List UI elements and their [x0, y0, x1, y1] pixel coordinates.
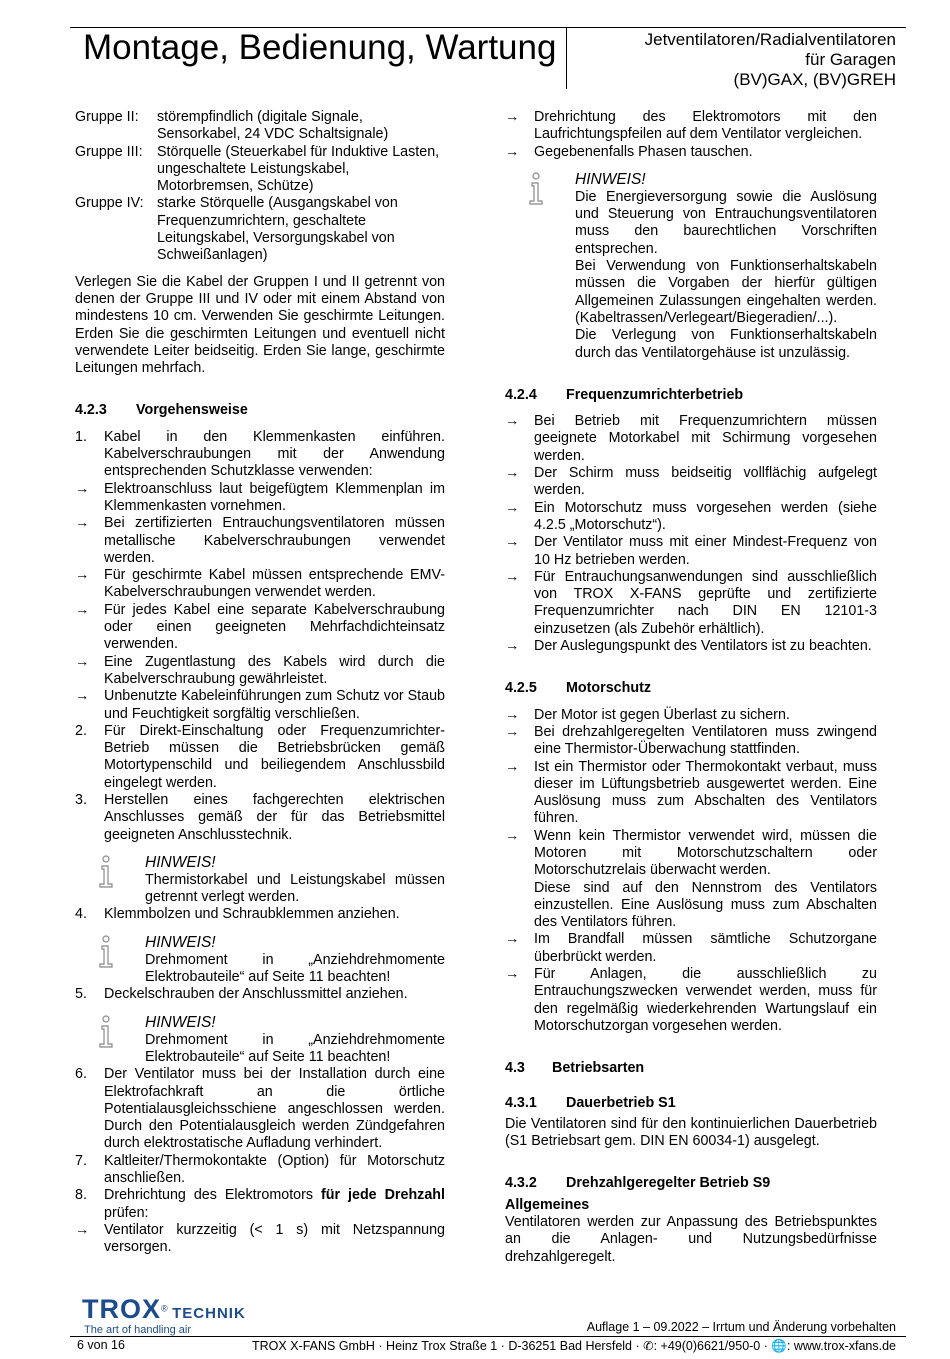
- arrow-icon: →: [75, 601, 90, 618]
- bullet-item: [505, 966, 877, 1035]
- bullet-item: [75, 515, 445, 567]
- arrow-icon: →: [505, 413, 520, 430]
- bullet-text: Bei Betrieb mit Frequenzumrichtern müssen geeignete Motorkabel mit Schirmung vorgesehen werden.: [534, 413, 877, 464]
- bullet-item: [505, 759, 877, 828]
- subtitle-line-1: Jetventilatoren/Radialventilatoren: [644, 30, 896, 49]
- step-text: Herstellen eines fachgerechten elektrischen Anschlusses gemäß der für das Betriebsmittel geeigneten Anschlusstechnik.: [104, 791, 445, 843]
- note-text: Die Energieversorgung sowie die Auslösung und Steuerung von Entrauchungsventilatoren muss den baurechtlichen Vorschriften entsprechen.: [575, 188, 877, 257]
- page-number: 6 von 16: [77, 1338, 125, 1352]
- info-i-icon: [95, 855, 117, 889]
- bullet-text: Für geschirmte Kabel müssen entsprechende EMV-Kabelverschraubungen verwendet werden.: [104, 567, 445, 601]
- step-text: Kabel in den Klemmenkasten einführen. Kabelverschraubungen mit der Anwendung entsprechenden Schutzklasse verwenden:: [104, 428, 445, 480]
- note-block: [505, 170, 877, 362]
- bullet-text: Der Ventilator muss mit einer Mindest-Frequenz von 10 Hz betrieben werden.: [534, 534, 877, 568]
- arrow-icon: →: [75, 688, 90, 705]
- edition-note: Auflage 1 – 09.2022 – Irrtum und Änderung vorbehalten: [586, 1320, 896, 1334]
- bullet-text: Für jedes Kabel eine separate Kabelverschraubung oder einen geeigneten Mehrfachdichteinsatz verwenden.: [104, 601, 445, 653]
- right-column: [505, 109, 877, 1266]
- bullet-text: Der Schirm muss beidseitig vollflächig aufgelegt werden.: [534, 465, 877, 499]
- bullet-text: Bei drehzahlgeregelten Ventilatoren muss zwingend eine Thermistor-Überwachung stattfinden.: [534, 723, 877, 758]
- step-number: 1.: [75, 428, 87, 445]
- bullet-text-part: Wenn kein Thermistor verwendet wird, müssen die Motoren mit Motorschutzschaltern oder Motorschutzrelais überwacht werden.: [534, 827, 877, 879]
- bullet-item: [505, 828, 877, 932]
- step-text: Klemmbolzen und Schraubklemmen anziehen.: [104, 906, 400, 923]
- section-heading-4-3-2: [505, 1175, 877, 1192]
- note-block: [75, 853, 445, 907]
- step-item: [75, 1187, 445, 1222]
- arrow-icon: →: [505, 827, 520, 844]
- bullet-item: [75, 481, 445, 516]
- arrow-icon: →: [505, 966, 520, 983]
- bullet-item: [505, 931, 877, 966]
- section-title: Betriebsarten: [552, 1060, 645, 1077]
- bullet-text: Für Entrauchungsanwendungen sind ausschließlich von TROX X-FANS geprüfte und zertifizierte Frequenzumrichter nach DIN EN 12101-3 einzusetzen (als Zubehör erhältlich).: [534, 568, 877, 637]
- group-label: Gruppe IV:: [75, 195, 144, 212]
- bullet-item: [75, 567, 445, 602]
- note-text: Drehmoment in „Anziehdrehmomente Elektrobauteile“ auf Seite 11 beachten!: [145, 1031, 445, 1065]
- document-subtitle: [556, 30, 896, 90]
- bullet-item: [505, 569, 877, 638]
- arrow-icon: →: [75, 1221, 90, 1238]
- arrow-icon: →: [505, 931, 520, 948]
- section-title: Dauerbetrieb S1: [566, 1094, 676, 1111]
- bullet-item: [505, 534, 877, 569]
- bullet-text: Der Motor ist gegen Überlast zu sichern.: [534, 706, 790, 723]
- info-i-icon: [95, 935, 117, 969]
- step-item: [75, 792, 445, 844]
- logo-trox: TROX: [82, 1294, 162, 1324]
- section-heading-4-2-3: [75, 402, 445, 419]
- arrow-icon: →: [505, 638, 520, 655]
- emphasis-text: für jede Drehzahl: [321, 1187, 445, 1204]
- bullet-text: Der Auslegungspunkt des Ventilators ist zu beachten.: [534, 638, 872, 655]
- info-i-icon: [95, 1015, 117, 1049]
- note-text: Drehmoment in „Anziehdrehmomente Elektrobauteile“ auf Seite 11 beachten!: [145, 951, 445, 986]
- bullet-item: [505, 465, 877, 500]
- step-item: [75, 986, 445, 1003]
- section-number: 4.2.5: [505, 680, 537, 697]
- step-number: 6.: [75, 1066, 87, 1083]
- arrow-icon: →: [75, 653, 90, 670]
- section-number: 4.3.2: [505, 1175, 537, 1192]
- arrow-icon: →: [505, 465, 520, 482]
- bullet-text: [534, 828, 877, 932]
- group-text: starke Störquelle (Ausgangskabel von Frequenzumrichtern, geschaltete Leitungskabel, Versorgungskabel von Schweißanlagen): [157, 195, 398, 264]
- arrow-icon: →: [505, 706, 520, 723]
- step-text: Kaltleiter/Thermokontakte (Option) für Motorschutz anschließen.: [104, 1152, 445, 1187]
- arrow-icon: →: [75, 515, 90, 532]
- trox-logo: [82, 1295, 246, 1337]
- bullet-text: Im Brandfall müssen sämtliche Schutzorgane überbrückt werden.: [534, 931, 877, 965]
- bullet-item: [505, 500, 877, 535]
- step-number: 4.: [75, 906, 87, 923]
- step-item: [75, 1153, 445, 1188]
- s9-paragraph: Ventilatoren werden zur Anpassung des Betriebspunktes an die Anlagen- und Nutzungsbedürfnisse drehzahlgeregelt.: [505, 1214, 877, 1265]
- info-i-icon: [525, 172, 547, 206]
- bullet-item: [505, 109, 877, 144]
- note-heading: HINWEIS!: [145, 1013, 216, 1031]
- bullet-item: [75, 654, 445, 689]
- step-item: [75, 906, 445, 923]
- bullet-item: [505, 724, 877, 759]
- note-block: [75, 933, 445, 987]
- cable-paragraph: Verlegen Sie die Kabel der Gruppen I und II getrennt von denen der Gruppe III und IV oder mit einem Abstand von mindestens 10 cm. Verwenden Sie geschirmte Leitungen. Erden Sie die geschirmten Leitungen und eventuell nicht verwendete Leiter beidseitig. Erden Sie lange, geschirmte Leitungen mehrfach.: [75, 273, 445, 377]
- bullet-item: [505, 707, 877, 724]
- group-label: Gruppe II:: [75, 109, 139, 125]
- step-item: [75, 1066, 445, 1152]
- logo-tagline: The art of handling air: [84, 1324, 192, 1336]
- note-text: Thermistorkabel und Leistungskabel müssen getrennt verlegt werden.: [145, 871, 445, 906]
- bullet-text: Gegebenenfalls Phasen tauschen.: [534, 143, 753, 160]
- section-title: Motorschutz: [566, 680, 651, 697]
- bullet-item: [75, 1222, 445, 1257]
- bullet-text: Ventilator kurzzeitig (< 1 s) mit Netzspannung versorgen.: [104, 1221, 445, 1256]
- arrow-icon: →: [505, 568, 520, 585]
- section-number: 4.3: [505, 1060, 525, 1077]
- left-column: [75, 109, 445, 1257]
- note-text: Die Verlegung von Funktionserhaltskabeln durch das Ventilatorgehäuse ist unzulässig.: [575, 327, 877, 361]
- arrow-icon: →: [505, 723, 520, 740]
- group-row: [75, 109, 445, 144]
- note-heading: HINWEIS!: [575, 170, 646, 188]
- step-number: 8.: [75, 1187, 87, 1204]
- section-heading-4-3-1: [505, 1095, 877, 1112]
- subtitle-line-3: (BV)GAX, (BV)GREH: [733, 70, 896, 89]
- bullet-item: [505, 144, 877, 161]
- step-item: [75, 723, 445, 792]
- logo-registered: ®: [161, 1303, 168, 1314]
- step-item: [75, 429, 445, 481]
- note-heading: HINWEIS!: [145, 853, 216, 871]
- section-number: 4.3.1: [505, 1094, 537, 1111]
- section-heading-4-3: [505, 1060, 877, 1077]
- arrow-icon: →: [505, 109, 520, 125]
- note-block: [75, 1013, 445, 1067]
- bullet-text: Elektroanschluss laut beigefügtem Klemmenplan im Klemmenkasten vornehmen.: [104, 480, 445, 514]
- s1-paragraph: Die Ventilatoren sind für den kontinuierlichen Dauerbetrieb (S1 Betriebsart gem. DIN EN 60034-1) ausgelegt.: [505, 1115, 877, 1150]
- subtitle-line-2: für Garagen: [805, 50, 896, 69]
- group-row: [75, 195, 445, 264]
- note-text: Bei Verwendung von Funktionserhaltskabeln müssen die Vorgaben der hierfür gültigen Allgemeinen Zulassungen eingehalten werden. (Kabeltrassen/Verlegeart/Biegeradien/...).: [575, 258, 877, 326]
- bullet-item: [75, 602, 445, 654]
- group-row: [75, 144, 445, 196]
- arrow-icon: →: [75, 567, 90, 584]
- group-text: Störquelle (Steuerkabel für Induktive Lasten, ungeschaltete Leistungskabel, Motorbremsen, Schütze): [157, 143, 440, 195]
- arrow-icon: →: [505, 499, 520, 516]
- bullet-text-part: Diese sind auf den Nennstrom des Ventilators einzustellen. Eine Auslösung muss zum Abschalten des Ventilators führen.: [534, 879, 877, 931]
- bullet-text: Drehrichtung des Elektromotors mit den Laufrichtungspfeilen auf dem Ventilator vergleichen.: [534, 109, 877, 143]
- bullet-item: [505, 413, 877, 465]
- step-text: Deckelschrauben der Anschlussmittel anziehen.: [104, 986, 408, 1003]
- step-text: Für Direkt-Einschaltung oder Frequenzumrichter-Betrieb müssen die Betriebsbrücken gemäß Motortypenschild und beiliegendem Anschlussbild eingelegt werden.: [104, 722, 445, 791]
- section-heading-4-2-4: [505, 387, 877, 404]
- arrow-icon: →: [505, 143, 520, 160]
- section-number: 4.2.4: [505, 386, 537, 403]
- section-number: 4.2.3: [75, 402, 107, 419]
- bullet-text: Für Anlagen, die ausschließlich zu Entrauchungszwecken verwendet werden, muss für den regelmäßig wiederkehrenden Wartungslauf ein Motorschutzorgan vorgesehen werden.: [534, 966, 877, 1034]
- arrow-icon: →: [505, 758, 520, 775]
- step-text: Der Ventilator muss bei der Installation durch eine Elektrofachkraft an die örtliche Potentialausgleichsschiene angeschlossen werden. Durch den Potentialausgleich werden Zündgefahren durch elektrostatische Aufladung verhindert.: [104, 1066, 445, 1152]
- footer-rule: [70, 1336, 906, 1337]
- section-title: Vorgehensweise: [136, 402, 248, 419]
- group-text: störempfindlich (digitale Signale, Sensorkabel, 24 VDC Schaltsignale): [157, 109, 389, 143]
- step-number: 5.: [75, 986, 87, 1003]
- step-number: 3.: [75, 791, 87, 808]
- note-heading: HINWEIS!: [145, 933, 216, 951]
- step-number: 7.: [75, 1152, 87, 1169]
- group-label: Gruppe III:: [75, 143, 143, 160]
- arrow-icon: →: [505, 534, 520, 551]
- bullet-item: [505, 638, 877, 655]
- bullet-item: [75, 688, 445, 723]
- logo-technik: TECHNIK: [172, 1305, 246, 1322]
- step-number: 2.: [75, 722, 87, 739]
- section-title: Frequenzumrichterbetrieb: [566, 386, 744, 403]
- bullet-text: Unbenutzte Kabeleinführungen zum Schutz vor Staub und Feuchtigkeit sorgfältig verschließen.: [104, 688, 445, 722]
- section-title: Drehzahlgeregelter Betrieb S9: [566, 1175, 771, 1192]
- bullet-text: Ist ein Thermistor oder Thermokontakt verbaut, muss dieser im Lüftungsbetrieb ausgewertet werden. Eine Auslösung muss zum Abschalten des Ventilators führen.: [534, 758, 877, 827]
- arrow-icon: →: [75, 480, 90, 497]
- page-title: Montage, Bedienung, Wartung: [83, 28, 557, 67]
- company-address: TROX X-FANS GmbH · Heinz Trox Straße 1 · D-36251 Bad Hersfeld · ✆: +49(0)6621/950-0 · 🌐: www.trox-xfans.de: [252, 1339, 896, 1353]
- step-text: Drehrichtung des Elektromotors für jede Drehzahl prüfen:: [104, 1187, 445, 1221]
- bullet-text: Eine Zugentlastung des Kabels wird durch die Kabelverschraubung gewährleistet.: [104, 653, 445, 687]
- bullet-text: Ein Motorschutz muss vorgesehen werden (siehe 4.2.5 „Motorschutz“).: [534, 499, 877, 533]
- bullet-text: Bei zertifizierten Entrauchungsventilatoren müssen metallische Kabelverschraubungen verwendet werden.: [104, 515, 445, 566]
- section-heading-4-2-5: [505, 680, 877, 697]
- subheading: Allgemeines: [505, 1196, 590, 1213]
